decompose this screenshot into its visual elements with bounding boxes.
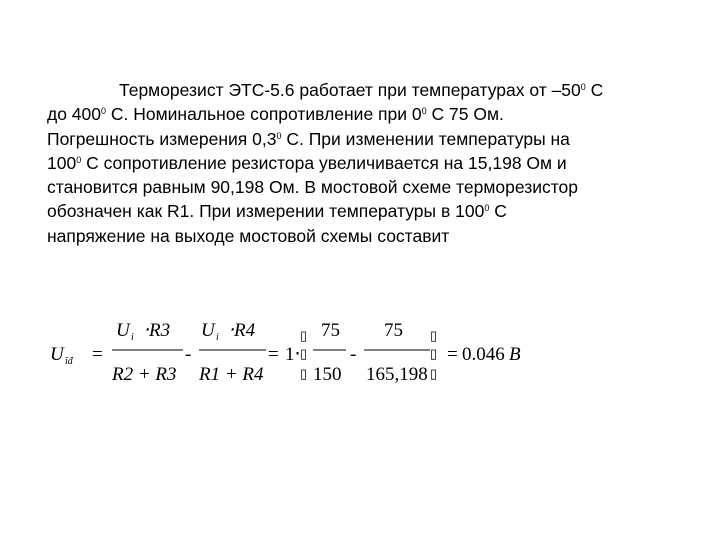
minus-sign: -	[350, 344, 357, 365]
degree-superscript: 0	[101, 106, 107, 117]
text-segment: до 400	[47, 104, 102, 125]
text-segment: обозначен как R1. При измерении температуры в 100	[47, 201, 485, 222]
text-segment: Погрешность измерения 0,3	[47, 128, 277, 149]
fraction2-numerator-u: U	[201, 320, 215, 341]
fraction2-numerator-sub: i	[216, 332, 219, 343]
text-line-5: становится равным 90,198 Ом. В мостовой схеме терморезистор	[47, 177, 579, 198]
text-line-6	[47, 199, 687, 223]
fraction4-denominator: 165,198	[366, 364, 428, 385]
left-bracket-glyph: ▯	[300, 346, 308, 361]
lhs-subscript: îđ	[65, 356, 73, 367]
fraction1-numerator-sub: i	[131, 332, 134, 343]
text-segment: С 75 Ом.	[426, 104, 504, 125]
degree-superscript: 0	[484, 203, 490, 214]
right-bracket-glyph: ▯	[430, 346, 438, 361]
degree-superscript: 0	[76, 154, 82, 165]
text-line-7: напряжение на выходе мостовой схемы составит	[47, 225, 450, 246]
text-line-2	[47, 102, 687, 126]
fraction2-numerator-rest: ⋅R4	[228, 320, 256, 341]
bridge-output-formula	[0, 300, 720, 410]
coefficient: 1⋅	[285, 344, 301, 365]
text-segment: 100	[47, 152, 77, 173]
text-segment: Терморезист ЭТС-5.6 работает при температурах от –50	[119, 80, 581, 100]
fraction1-numerator-u: U	[116, 320, 130, 341]
fraction4-numerator: 75	[384, 320, 403, 341]
text-line-4	[47, 151, 687, 175]
problem-text	[47, 78, 687, 248]
fraction1-numerator-rest: ⋅R3	[143, 320, 171, 341]
left-bracket-glyph: ▯	[300, 328, 308, 343]
degree-superscript: 0	[276, 130, 282, 141]
formula-svg	[0, 300, 720, 410]
text-line-1	[47, 78, 687, 102]
right-bracket-glyph: ▯	[430, 328, 438, 343]
minus-sign: -	[185, 344, 192, 365]
text-segment: С сопротивление резистора увеличивается на 15,198 Ом и	[81, 152, 567, 173]
equals-sign: =	[268, 344, 279, 365]
equals-sign: =	[92, 344, 103, 365]
degree-superscript: 0	[580, 82, 586, 92]
fraction3-denominator: 150	[313, 364, 342, 385]
result-value: 0.046	[462, 344, 505, 365]
left-bracket-glyph: ▯	[300, 366, 308, 381]
text-line-3	[47, 127, 687, 151]
text-segment: С	[585, 80, 604, 100]
right-bracket-glyph: ▯	[430, 366, 438, 381]
text-segment: С. Номинальное сопротивление при 0	[106, 104, 422, 125]
fraction3-numerator: 75	[321, 320, 340, 341]
fraction1-denominator: R2 + R3	[112, 364, 177, 385]
lhs-variable: U	[50, 344, 64, 365]
degree-superscript: 0	[421, 106, 427, 117]
text-segment: С. При изменении температуры на	[281, 128, 570, 149]
equals-sign: =	[447, 344, 458, 365]
fraction2-denominator: R1 + R4	[199, 364, 264, 385]
result-unit: B	[509, 344, 521, 365]
text-segment: С	[489, 201, 507, 222]
